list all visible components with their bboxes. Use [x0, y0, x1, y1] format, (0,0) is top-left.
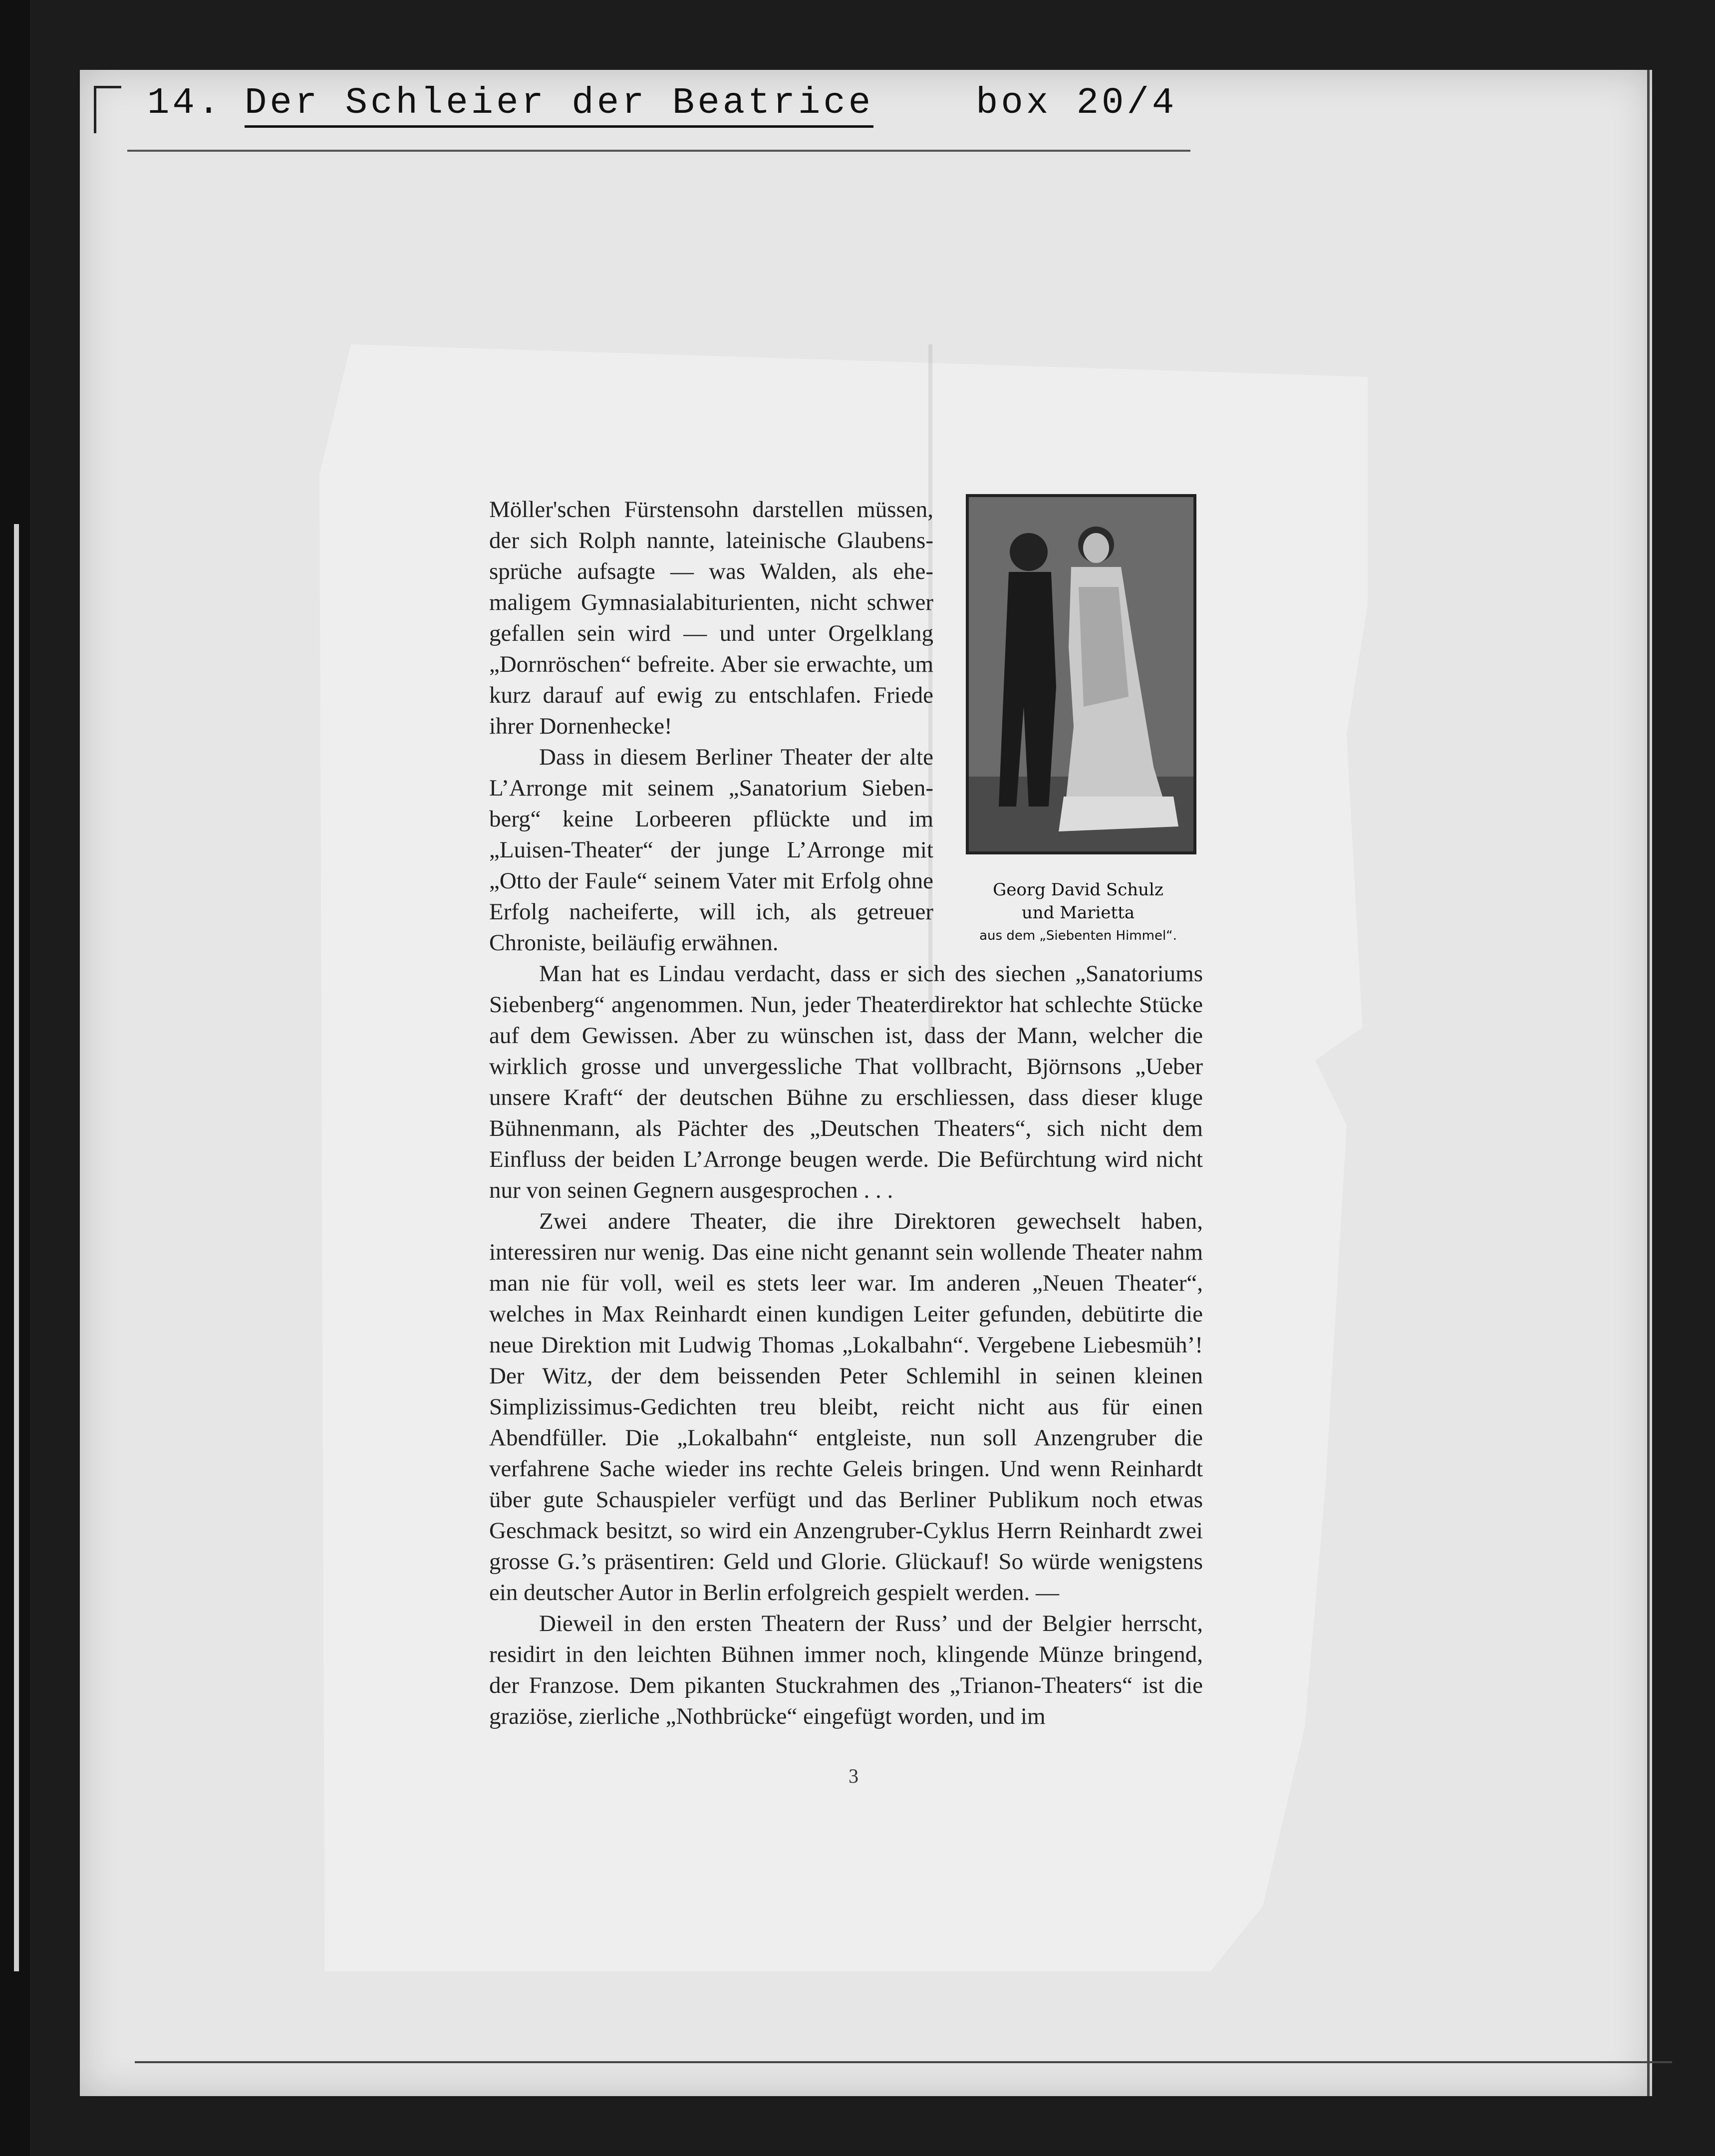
- board-bottom-line: [135, 2061, 1672, 2063]
- corner-mark: [94, 86, 121, 133]
- board-edge-line: [1647, 70, 1650, 2096]
- paragraph: Dieweil in den ersten Theatern der Russ’ und der Belgier herrscht, residirt in den leichten Bühnen immer noch, klingende Münze bringend, der Franzose. Dem pikanten Stuckrahmen des „Trianon-Theaters“ ist die graziöse, zierliche „Nothbrücke“ eingefügt worden, und im: [489, 1611, 1203, 1729]
- item-number: 14.: [147, 82, 223, 124]
- box-label: box 20/4: [976, 82, 1177, 124]
- paragraph: Dass in diesem Berliner Theater der alte L’Arronge mit seinem „Sanatorium Siebenberg“ keine Lorbeeren pflückte und im „Luisen-Theater“ der junge L’Arronge mit „Otto der Faule“ seinem Vater mit Erfolg ohne Erfolg nacheiferte, will ich, als getreuer Chroniste, beiläufig erwähnen.: [489, 744, 933, 956]
- paragraph: Möller'schen Fürstensohn darstellen müssen, der sich Rolph nannte, lateinische Glaubenssprüche aufsagte — was Walden, als ehemaligem Gymnasialabiturienten, nicht schwer gefallen sein wird — und unter Orgelklang „Dornröschen“ befreite. Aber sie erwachte, um kurz darauf auf ewig zu entschlafen. Friede ihrer Dornenhecke!: [489, 497, 933, 739]
- header-rule: [127, 150, 1190, 152]
- paragraph: Zwei andere Theater, die ihre Direktoren gewechselt haben, interessiren nur wenig. Das eine nicht genannt sein wollende Theater nahm man nie für voll, weil es stets leer war. Im anderen „Neuen Theater“, welches in Max Reinhardt einen kundigen Leiter gefunden, debütirte die neue Direktion mit Ludwig Thomas „Lokalbahn“. Vergebene Liebesmüh’! Der Witz, der dem beissenden Peter Schlemihl in seinen kleinen Simplizissimus-Gedichten treu bleibt, reicht nicht aus für einen Abendfüller. Die „Lokalbahn“ entgleiste, nun soll Anzengruber die verfahrene Sache wieder ins rechte Geleis bringen. Und wenn Reinhardt über gute Schauspieler verfügt und das Berliner Publikum noch etwas Geschmack besitzt, so wird ein Anzengruber-Cyklus Herrn Reinhardt zwei grosse G.’s präsentiren: Geld und Glorie. Glückauf! So würde wenigstens ein deutscher Autor in Berlin erfolgreich gespielt werden. —: [489, 1208, 1203, 1606]
- caption-line-1: Georg David Schulz: [993, 880, 1163, 900]
- paragraph: Man hat es Lindau verdacht, dass er sich des siechen „Sanatoriums Siebenberg“ angenommen. Nun, jeder Theaterdirektor hat schlechte Stücke auf dem Gewissen. Aber zu wünschen ist, dass der Mann, welcher die wirklich grosse und unvergessliche That vollbracht, Björnsons „Ueber unsere Kraft“ der deutschen Bühne zu erschliessen, dass dieser kluge Bühnenmann, als Pächter des „Deutschen Theaters“, sich nicht dem Einfluss der beiden L’Arronge beugen werde. Die Befürchtung wird nicht nur von seinen Gegnern ausgesprochen . . .: [489, 961, 1203, 1203]
- article-body: [489, 494, 1203, 1732]
- film-edge-strip: [14, 524, 19, 1971]
- page-number: 3: [849, 1765, 858, 1787]
- item-title: Der Schleier der Beatrice: [245, 82, 873, 128]
- caption-line-3: aus dem „Siebenten Himmel“.: [979, 928, 1177, 943]
- caption-line-2: und Marietta: [1021, 903, 1135, 923]
